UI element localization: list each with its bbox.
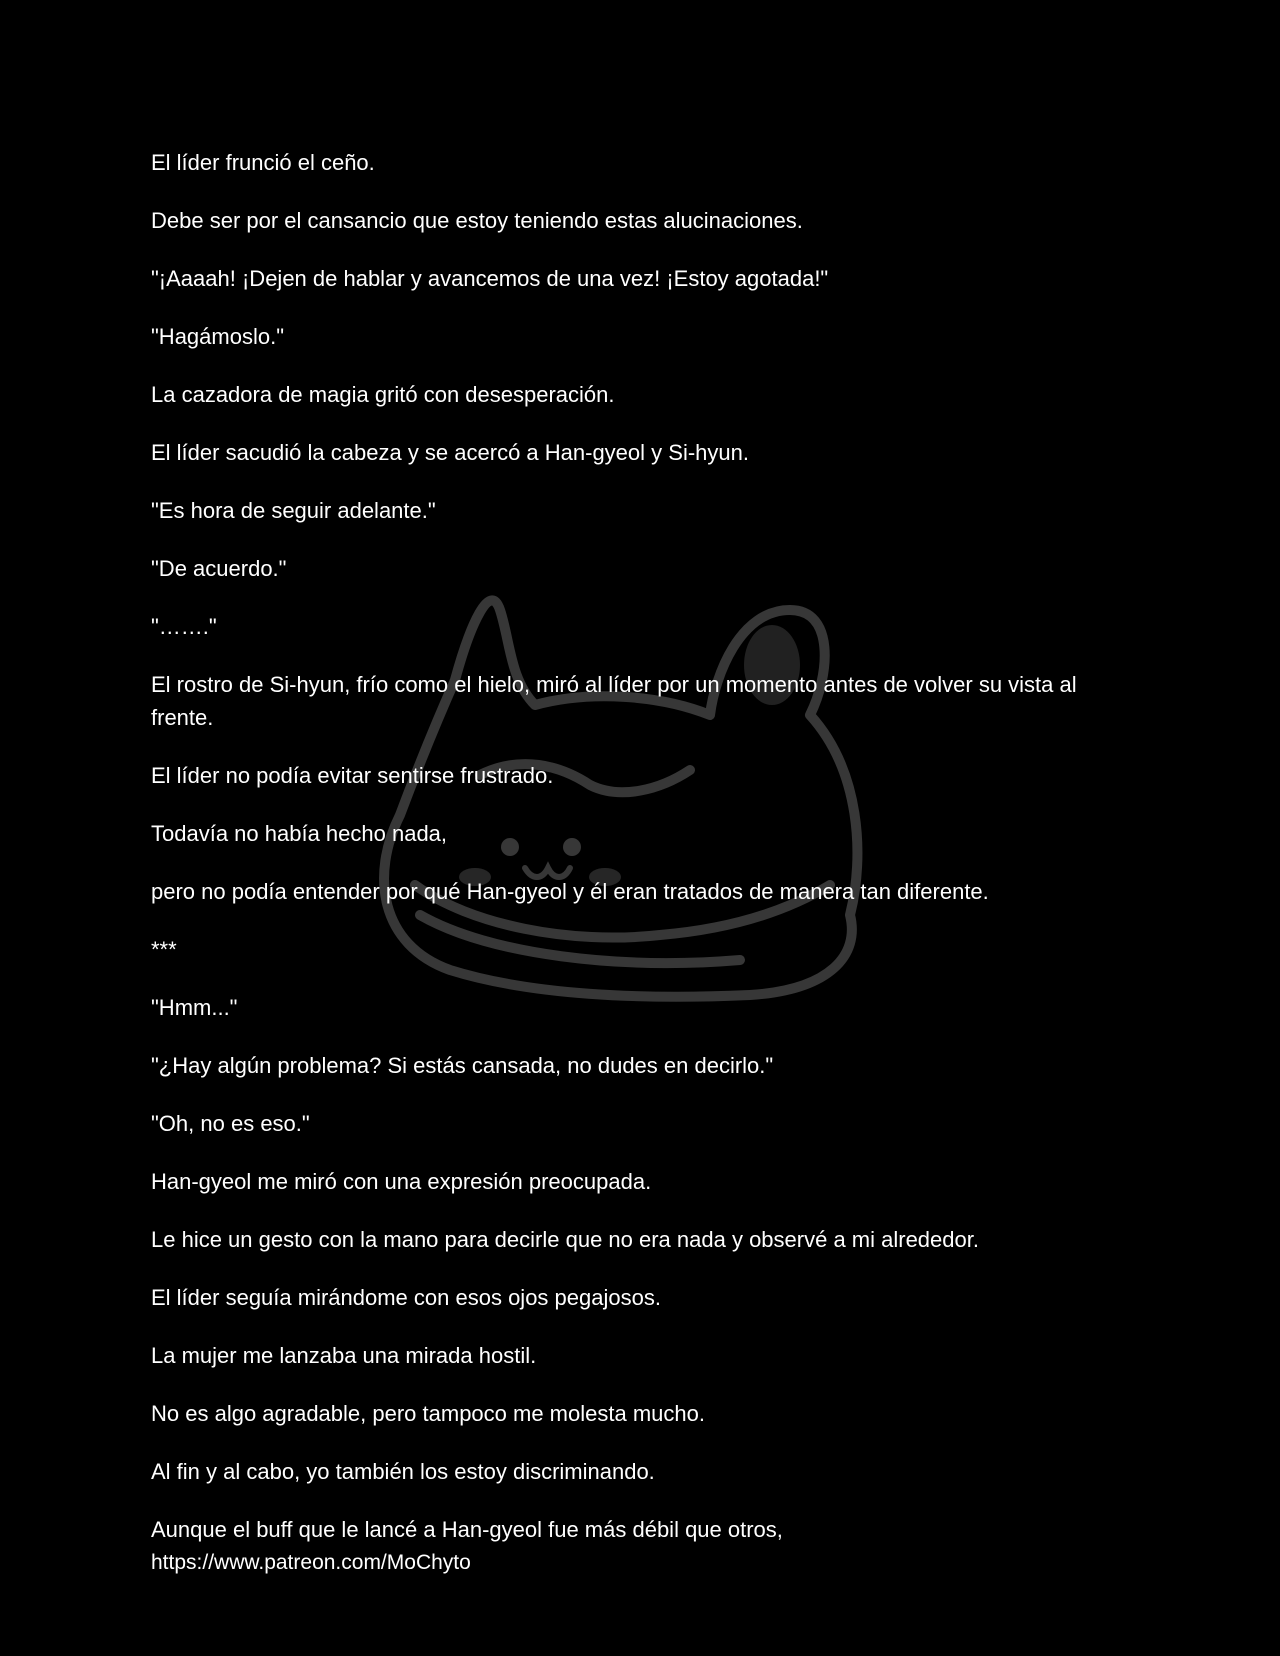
paragraph: Aunque el buff que le lancé a Han-gyeol fue más débil que otros, — [151, 1517, 783, 1542]
paragraph: El líder no podía evitar sentirse frustrado. — [151, 763, 554, 788]
paragraph: "……." — [151, 614, 217, 639]
paragraph: Han-gyeol me miró con una expresión preocupada. — [151, 1169, 652, 1194]
paragraph: El líder seguía mirándome con esos ojos pegajosos. — [151, 1285, 661, 1310]
paragraph: "De acuerdo." — [151, 556, 287, 581]
story-text — [151, 146, 1141, 1571]
paragraph: pero no podía entender por qué Han-gyeol y él eran tratados de manera tan diferente. — [151, 879, 989, 904]
paragraph: "¡Aaaah! ¡Dejen de hablar y avancemos de una vez! ¡Estoy agotada!" — [151, 266, 829, 291]
paragraph: "Hmm..." — [151, 995, 238, 1020]
paragraph: El rostro de Si-hyun, frío como el hielo, miró al líder por un momento antes de volver su vista al frente. — [151, 672, 1077, 730]
paragraph: Al fin y al cabo, yo también los estoy discriminando. — [151, 1459, 655, 1484]
paragraph: Le hice un gesto con la mano para decirle que no era nada y observé a mi alrededor. — [151, 1227, 979, 1252]
paragraph: El líder sacudió la cabeza y se acercó a Han-gyeol y Si-hyun. — [151, 440, 749, 465]
paragraph: "¿Hay algún problema? Si estás cansada, no dudes en decirlo." — [151, 1053, 774, 1078]
scene-break: *** — [151, 937, 177, 962]
paragraph: Debe ser por el cansancio que estoy teniendo estas alucinaciones. — [151, 208, 803, 233]
paragraph: Todavía no había hecho nada, — [151, 821, 448, 846]
paragraph: "Es hora de seguir adelante." — [151, 498, 436, 523]
paragraph: "Oh, no es eso." — [151, 1111, 310, 1136]
patreon-link[interactable]: https://www.patreon.com/MoChyto — [151, 1551, 471, 1574]
paragraph: No es algo agradable, pero tampoco me molesta mucho. — [151, 1401, 705, 1426]
paragraph: La mujer me lanzaba una mirada hostil. — [151, 1343, 537, 1368]
paragraph: El líder frunció el ceño. — [151, 150, 375, 175]
paragraph: La cazadora de magia gritó con desesperación. — [151, 382, 615, 407]
paragraph: "Hagámoslo." — [151, 324, 285, 349]
